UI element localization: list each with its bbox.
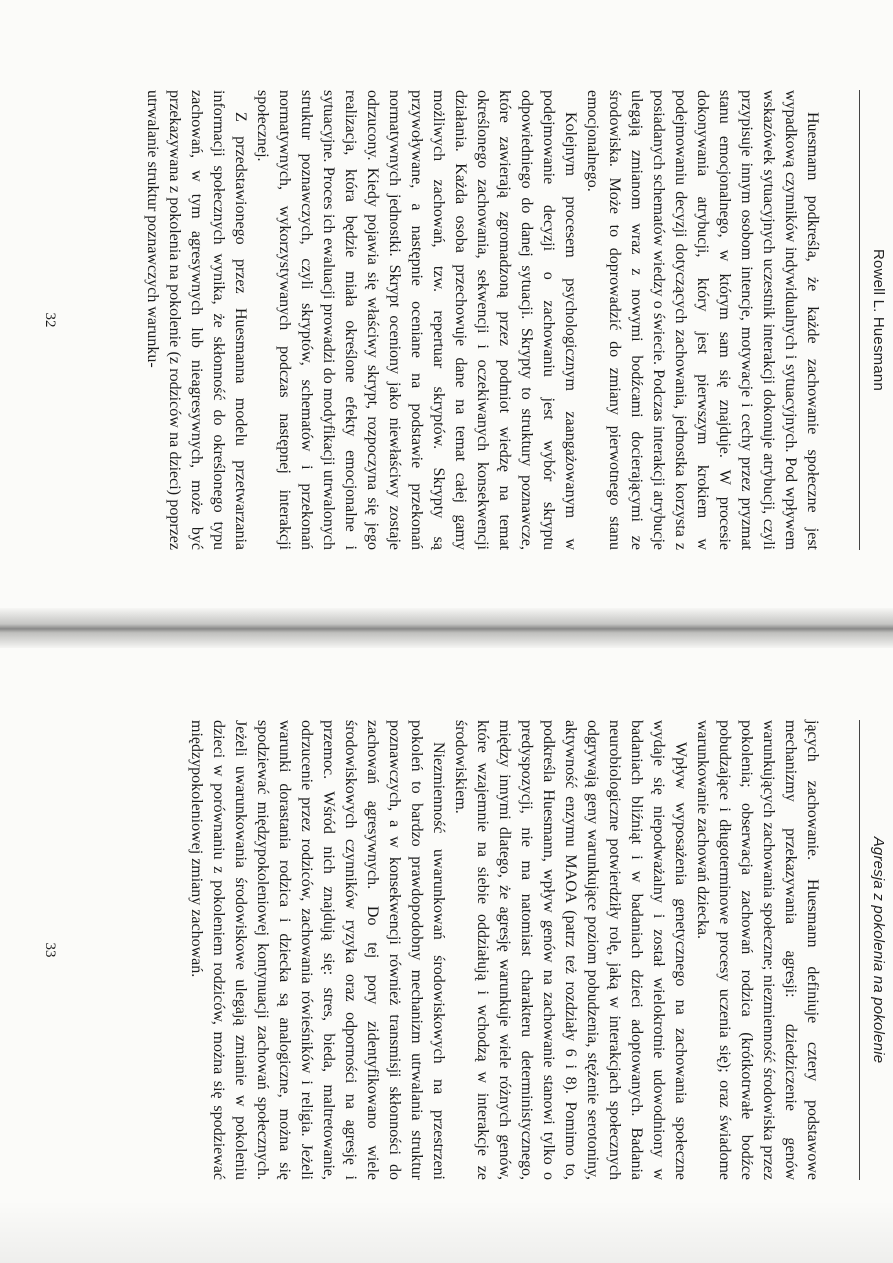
paragraph: Kolejnym procesem psychologicznym zaangażowanym w podejmowanie decyzji o zachowaniu jest wybór skryptu odpowiedniego do danej sytuacji. Skrypty to struktury poznawcze, które zawierają zgromadzoną przez podmiot wiedzę na temat określonego zachowania, sekwencji i oczekiwanych konsekwencji działania. Każda osoba przechowuje dane na temat całej gamy możliwych zachowań, tzw. repertuar skryptów. Skrypty są przywoływane, a następnie oceniane na podstawie przekonań normatywnych jednostki. Skrypt oceniony jako niewłaściwy zostaje odrzucony. Kiedy pojawia się właściwy skrypt, rozpoczyna się jego realizacja, która będzie miała określone efekty emocjonalne i sytuacyjne. Proces ich ewaluacji prowadzi do modyfikacji utrwalonych struktur poznawczych, czyli skryptów, schematów i przekonań normatywnych, wykorzystywanych podczas następnej interakcji społecznej. xyxy=(254,90,579,550)
page-edge-shadow xyxy=(0,1200,893,1263)
page-number: 33 xyxy=(42,942,58,958)
page-number: 32 xyxy=(42,312,58,328)
paragraph: Wpływ wyposażenia genetycznego na zachowania społeczne wydaje się niepodważalny i został wielokrotnie udowodniony w badaniach bliźniąt i w badaniach dzieci adoptowanych. Badania neurobiologiczne potwierdziły rolę, jaką w interakcjach społecznych odgrywają geny warunkujące poziom pobudzenia, stężenie serotoniny, aktywność enzymu MAOA (patrz też rozdziały 6 i 8). Pomimo to, podkreśla Huesmann, wpływ genów na zachowanie stanowi tylko o predyspozycji, nie ma natomiast charakteru deterministycznego, między innymi dlatego, że agresję warunkuje wiele różnych genów, które wzajemnie na siebie oddziałują i wchodzą w interakcje ze środowiskiem. xyxy=(452,720,689,1180)
running-head-chapter: Agresja z pokolenia na pokolenie xyxy=(870,836,887,1064)
running-head-author: Rowell L. Huesmann xyxy=(870,249,887,391)
paragraph: Niezmienność uwarunkowań środowiskowych na przestrzeni pokoleń to bardzo prawdopodobny mechanizm utrwalania struktur poznawczych, a w konsekwencji również transmisji skłonności do zachowań agresywnych. Do tej pory zidentyfikowano wiele środowiskowych czynników ryzyka oraz odporności na agresję i przemoc. Wśród nich znajdują się: stres, bieda, maltretowanie, odrzucenie przez rodziców, zachowania rówieśników i religia. Jeżeli warunki dorastania rodzica i dziecka są analogiczne, można się spodziewać międzypokoleniowej kontynuacji zachowań społecznych. Jeżeli uwarunkowania środowiskowe ulegają zmianie w pokoleniu dzieci w porównaniu z pokoleniem rodziców, można się spodziewać międzypokoleniowej zmiany zachowań. xyxy=(188,720,447,1180)
right-page xyxy=(0,650,893,1250)
header-rule xyxy=(859,720,860,1180)
paragraph: Z przedstawionego przez Huesmanna modelu przetwarzania informacji społecznych wynika, że skłonność do określonego typu zachowań, w tym agresywnych lub nieagresywnych, może być przekazywana z pokolenia na pokolenie (z rodziców na dzieci) poprzez utrwalanie struktur poznawczych warunku- xyxy=(144,90,249,550)
paragraph: Huesmann podkreśla, że każde zachowanie społeczne jest wypadkową czynników indywidualnych i sytuacyjnych. Pod wpływem wskazówek sytuacyjnych uczestnik interakcji dokonuje atrybucji, czyli przypisuje innym osobom intencje, motywacje i cechy przez pryzmat stanu emocjonalnego, w którym sam się znajduje. W procesie dokonywania atrybucji, który jest pierwszym krokiem w podejmowaniu decyzji dotyczących zachowania, jednostka korzysta z posiadanych schematów wiedzy o świecie. Podczas interakcji atrybucje ulegają zmianom wraz z nowymi bodźcami docierającymi ze środowiska. Może to doprowadzić do zmiany pierwotnego stanu emocjonalnego. xyxy=(584,90,821,550)
left-page-body xyxy=(141,90,823,550)
book-gutter-shadow xyxy=(0,608,893,648)
right-page-body xyxy=(185,720,823,1180)
paragraph: jących zachowanie. Huesmann definiuje cztery podstawowe mechanizmy przekazywania agresji: dziedziczenie genów warunkujących zachowania społeczne; niezmienność środowiska przez pokolenia; obserwacja zachowań rodzica (krótkotrwałe bodźce pobudzające i długoterminowe procesy uczenia się); oraz świadome warunkowanie zachowań dziecka. xyxy=(694,720,821,1180)
left-page xyxy=(0,20,893,620)
header-rule xyxy=(859,90,860,550)
